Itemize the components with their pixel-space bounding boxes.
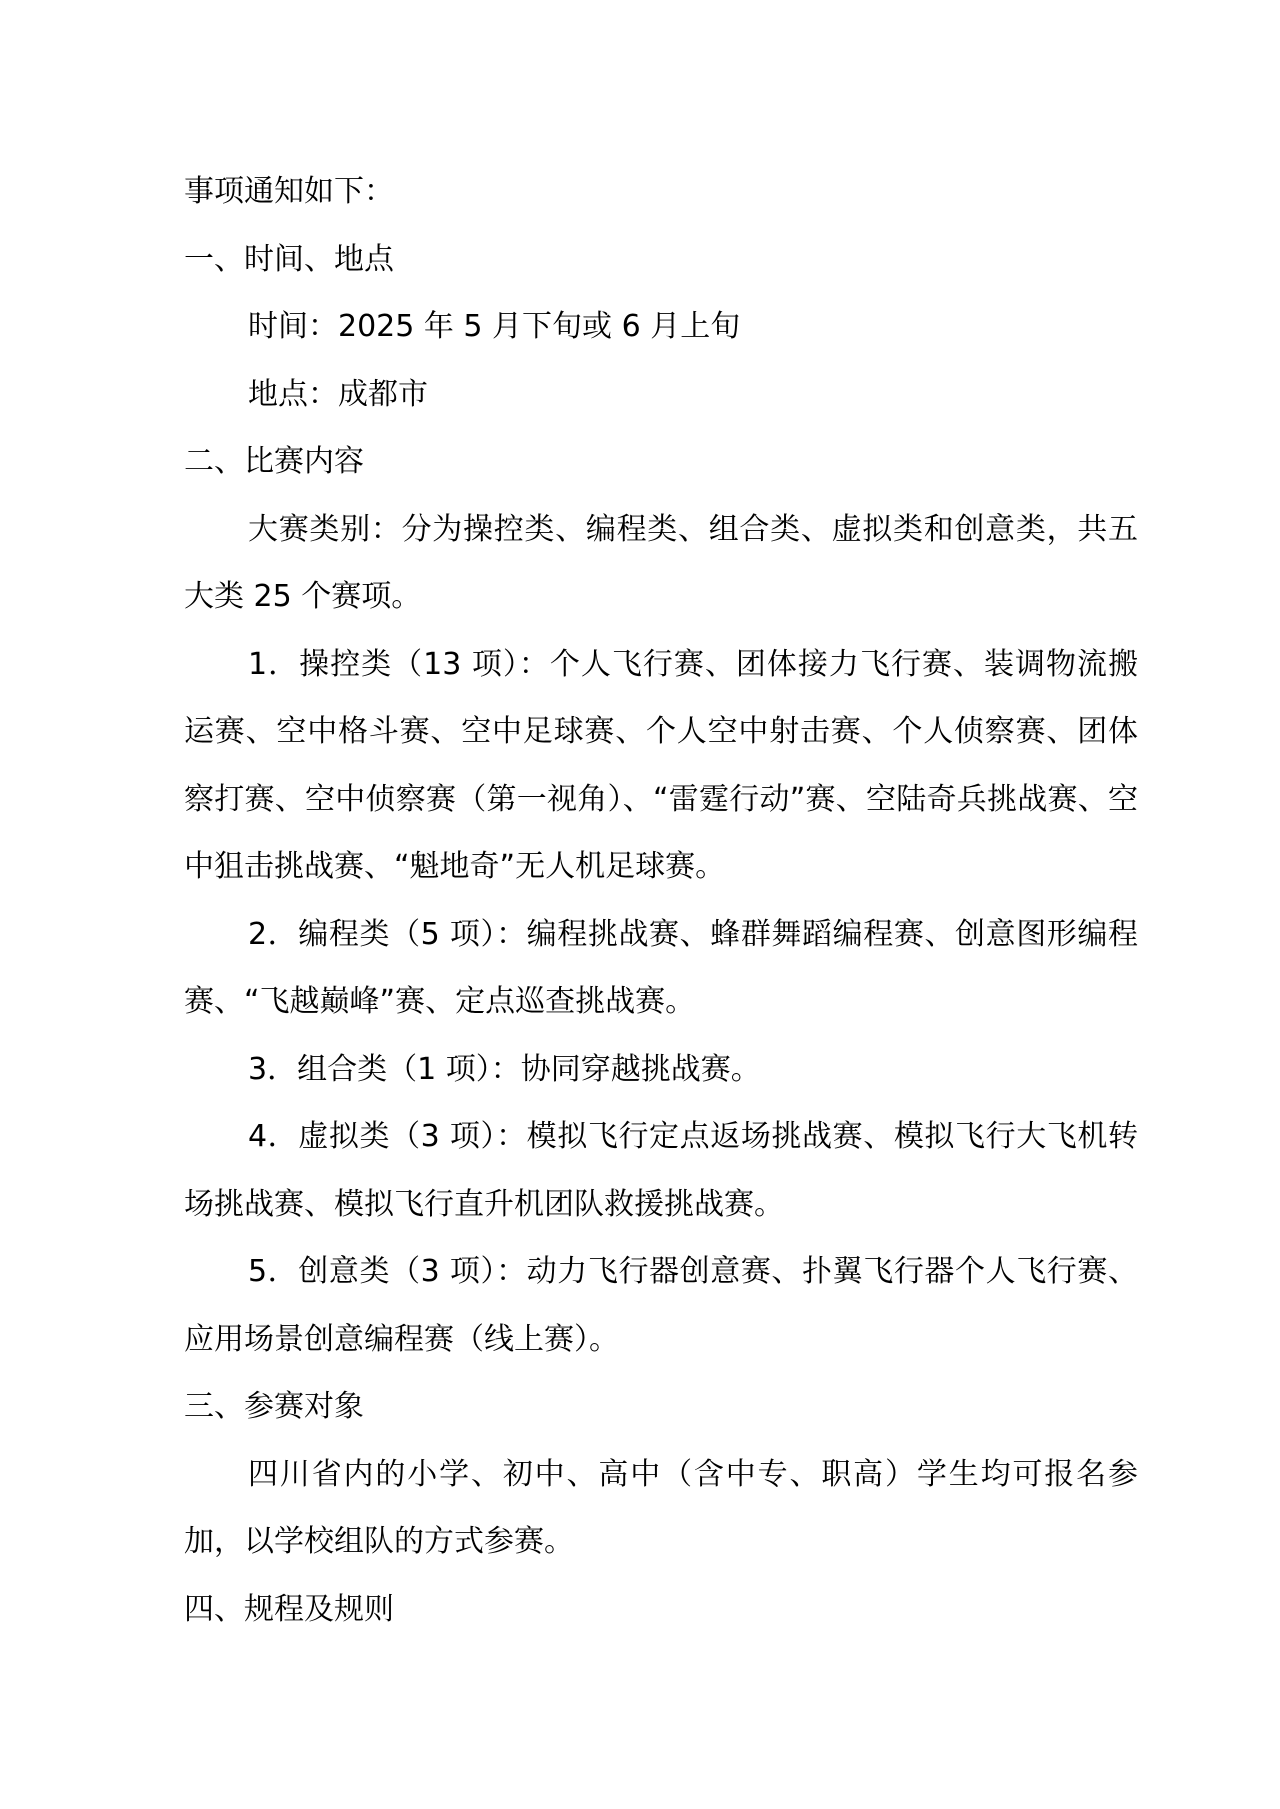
intro-text: 事项通知如下：: [184, 174, 394, 209]
document-body: [184, 158, 1138, 1643]
category-item-control: 1．操控类（13 项）：个人飞行赛、团体接力飞行赛、装调物流搬运赛、空中格斗赛、空中足球赛、个人空中射击赛、个人侦察赛、团体察打赛、空中侦察赛（第一视角）、“雷霆行动”赛、空陆奇兵挑战赛、空中狙击挑战赛、“魁地奇”无人机足球赛。: [184, 646, 1138, 884]
category-overview: 大赛类别：分为操控类、编程类、组合类、虚拟类和创意类，共五大类 25 个赛项。: [184, 511, 1138, 614]
section-heading-content: 二、比赛内容: [184, 444, 364, 479]
place-text: 地点：成都市: [248, 376, 428, 412]
section-heading-time-place: 一、时间、地点: [184, 241, 394, 277]
category-item-creative: 5．创意类（3 项）：动力飞行器创意赛、扑翼飞行器个人飞行赛、应用场景创意编程赛（线上赛）。: [184, 1254, 1138, 1357]
category-item-virtual: 4．虚拟类（3 项）：模拟飞行定点返场挑战赛、模拟飞行大飞机转场挑战赛、模拟飞行直升机团队救援挑战赛。: [184, 1119, 1138, 1222]
section-heading-rules: 四、规程及规则: [184, 1591, 394, 1627]
participants-text: 四川省内的小学、初中、高中（含中专、职高）学生均可报名参加，以学校组队的方式参赛。: [184, 1456, 1138, 1559]
category-item-combination: 3．组合类（1 项）：协同穿越挑战赛。: [248, 1051, 761, 1087]
category-item-programming: 2．编程类（5 项）：编程挑战赛、蜂群舞蹈编程赛、创意图形编程赛、“飞越巅峰”赛、定点巡查挑战赛。: [184, 916, 1138, 1019]
section-heading-participants: 三、参赛对象: [184, 1389, 364, 1424]
time-text: 时间：2025 年 5 月下旬或 6 月上旬: [248, 309, 741, 344]
